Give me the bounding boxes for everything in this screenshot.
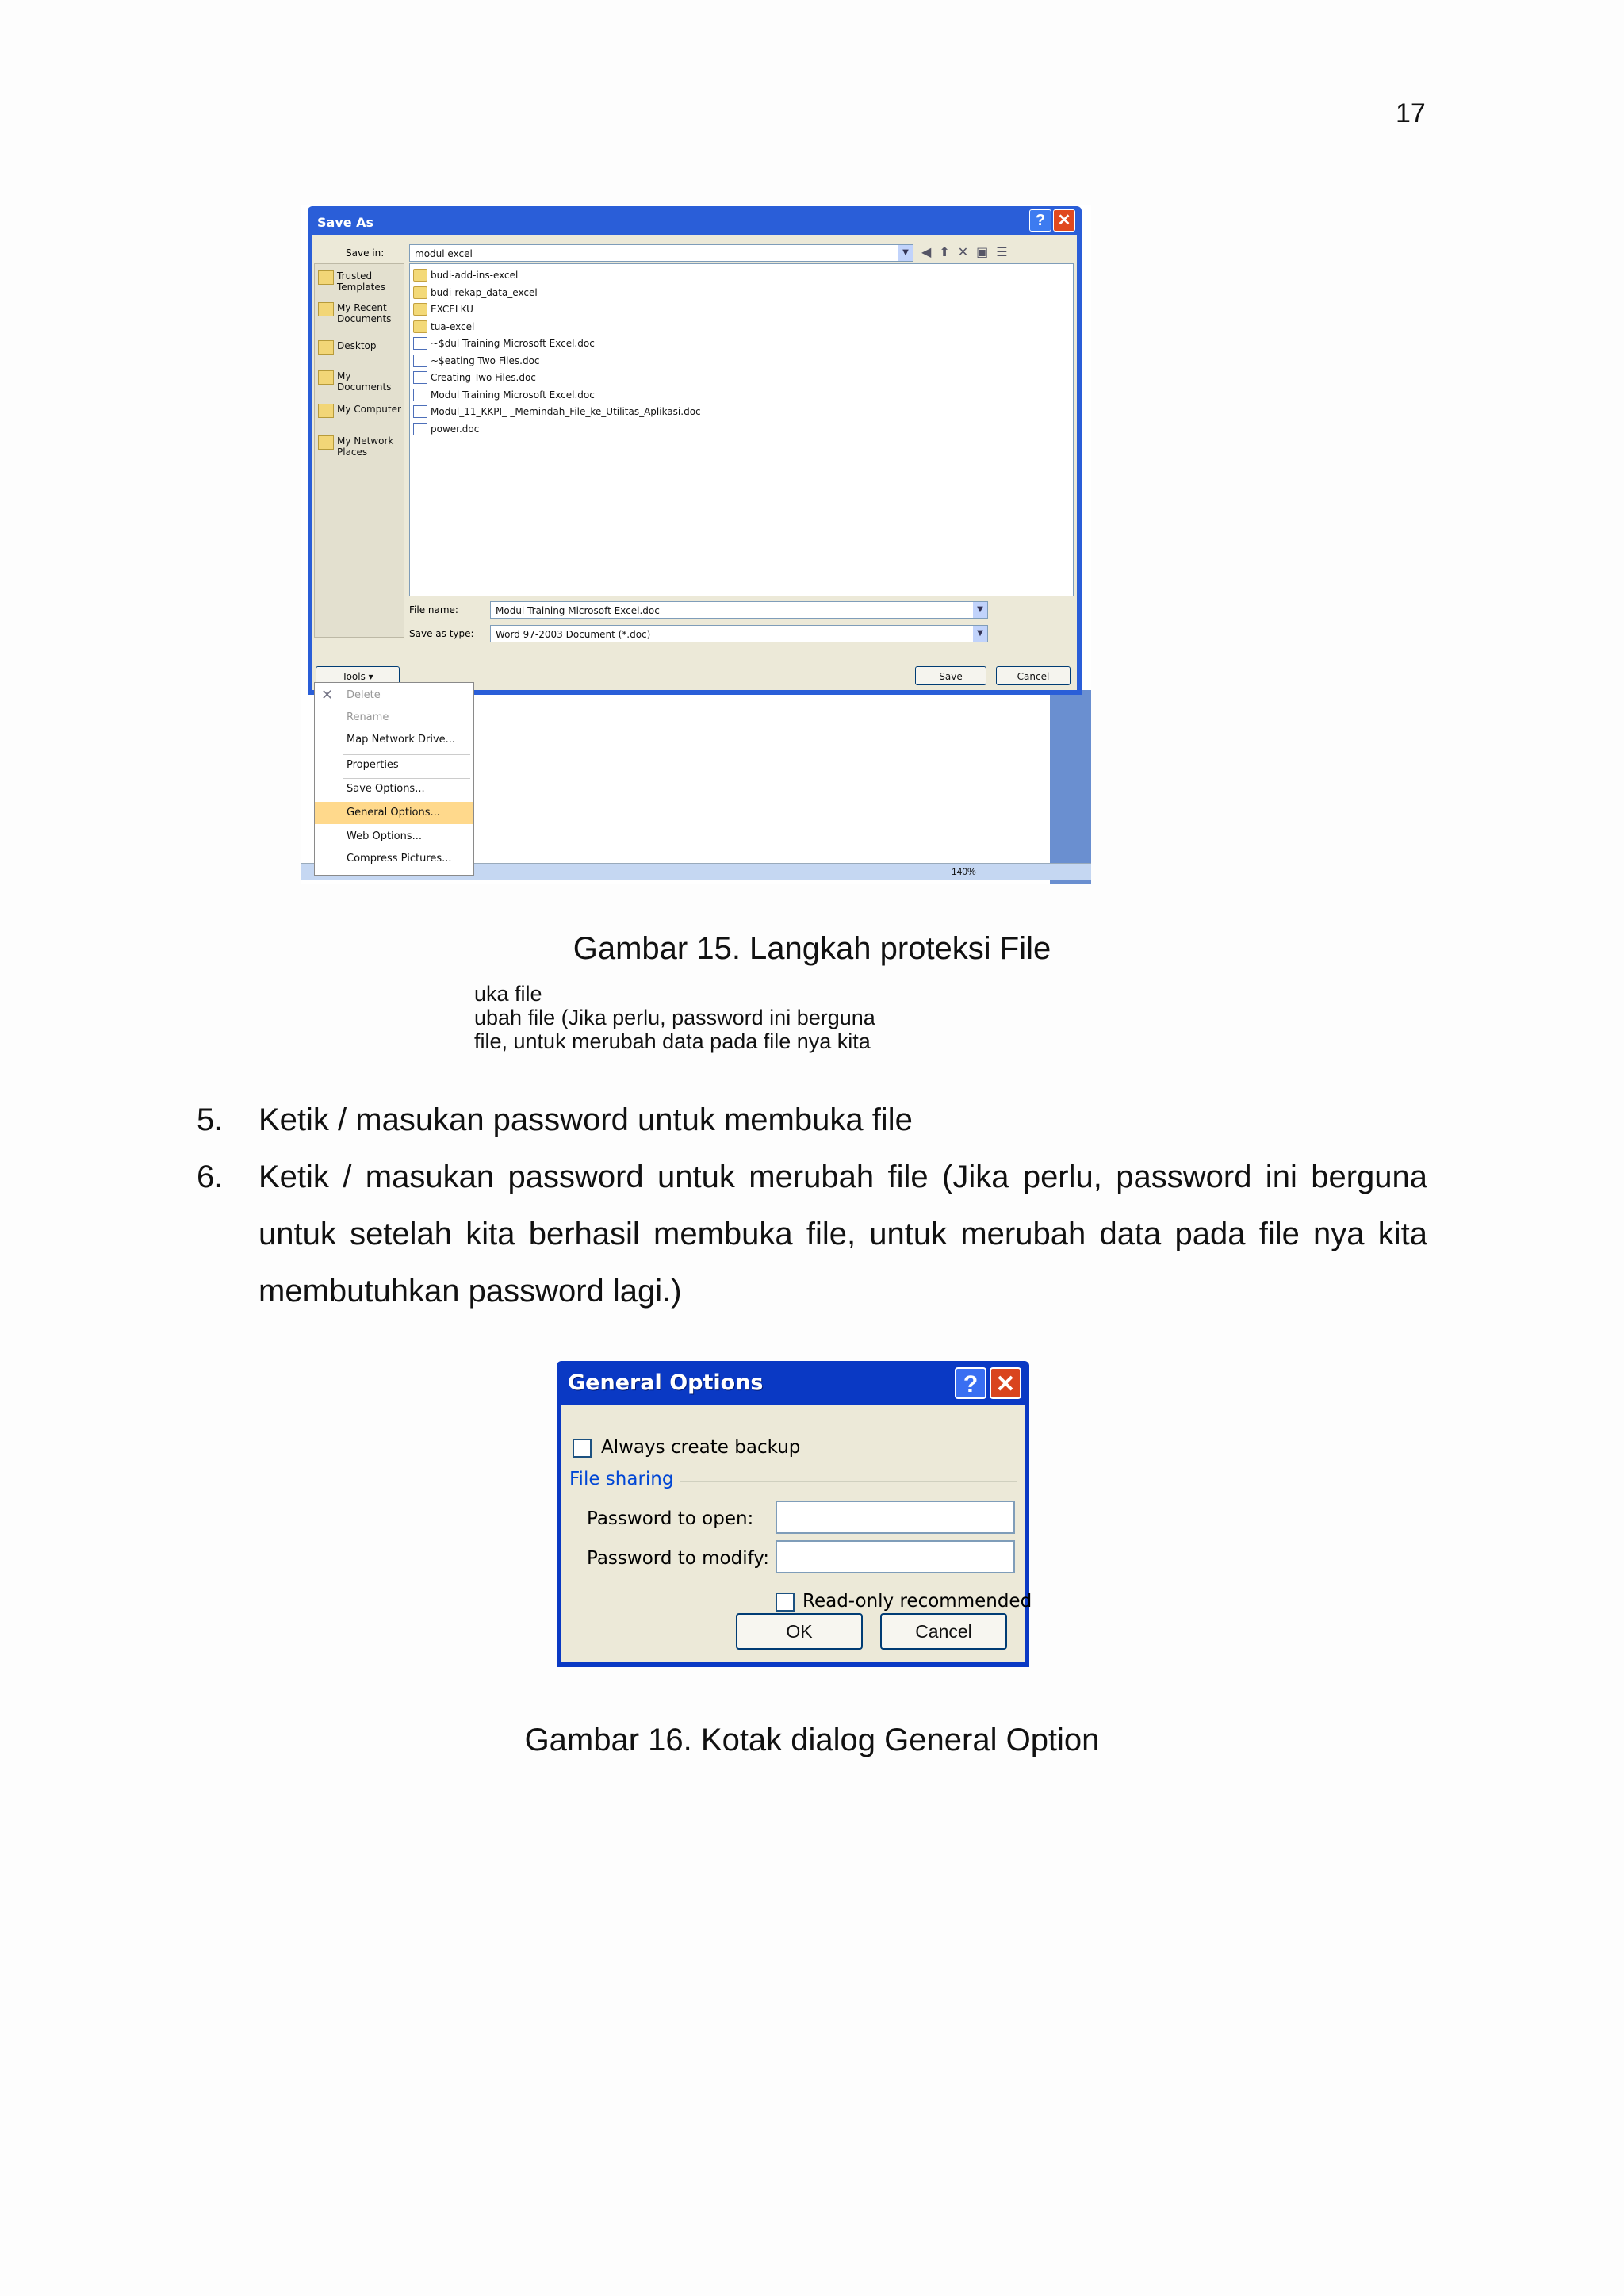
place-label: My Computer xyxy=(337,404,401,415)
save-in-label: Save in: xyxy=(346,247,385,259)
file-list-item[interactable] xyxy=(413,319,474,335)
menu-label: Rename xyxy=(347,711,389,723)
general-options-dialog xyxy=(557,1361,1032,1667)
figure-15-caption: Gambar 15. Langkah proteksi File xyxy=(573,931,1051,966)
file-list-item[interactable] xyxy=(413,335,595,351)
list-number: 5. xyxy=(197,1102,224,1137)
file-name: budi-add-ins-excel xyxy=(431,270,519,281)
menu-item-delete[interactable] xyxy=(315,684,473,707)
file-list-item[interactable] xyxy=(413,301,473,317)
menu-item-properties[interactable] xyxy=(315,754,473,776)
page-number: 17 xyxy=(1396,98,1426,128)
file-name: EXCELKU xyxy=(431,304,473,315)
delete-icon[interactable]: ✕ xyxy=(957,244,977,259)
place-my-computer[interactable] xyxy=(318,404,401,418)
close-button[interactable]: ✕ xyxy=(990,1367,1021,1399)
menu-label: Compress Pictures... xyxy=(347,853,452,864)
folder-icon xyxy=(413,320,427,333)
file-name: Creating Two Files.doc xyxy=(431,372,536,383)
network-icon xyxy=(318,435,334,450)
always-backup-checkbox[interactable] xyxy=(573,1439,592,1458)
views-icon[interactable]: ☰ xyxy=(996,244,1016,259)
save-type-select[interactable] xyxy=(490,625,988,642)
save-type-label: Save as type: xyxy=(409,628,474,639)
back-icon[interactable]: ◀ xyxy=(921,244,940,259)
menu-item-compress-pictures[interactable] xyxy=(315,848,473,870)
place-label: My Recent Documents xyxy=(337,302,392,324)
bg-text-line: ubah file (Jika perlu, password ini berguna xyxy=(474,1006,875,1029)
readonly-checkbox[interactable] xyxy=(776,1593,795,1612)
folder-icon xyxy=(413,303,427,316)
menu-label: Delete xyxy=(347,689,381,701)
menu-item-rename[interactable] xyxy=(315,707,473,729)
save-in-select[interactable] xyxy=(409,244,914,262)
list-item xyxy=(197,1091,1427,1148)
numbered-list xyxy=(197,1091,1427,1320)
doc-icon xyxy=(413,423,427,435)
file-name-value: Modul Training Microsoft Excel.doc xyxy=(496,605,660,616)
menu-label: General Options... xyxy=(347,807,440,818)
save-button[interactable]: Save xyxy=(915,666,986,685)
place-label: My Documents xyxy=(337,370,392,393)
list-number: 6. xyxy=(197,1159,224,1194)
menu-item-save-options[interactable] xyxy=(315,778,473,800)
menu-item-map-network-drive[interactable] xyxy=(315,729,473,751)
save-as-dialog xyxy=(308,206,1082,695)
always-backup-label: Always create backup xyxy=(601,1437,801,1458)
up-folder-icon[interactable]: ⬆ xyxy=(939,244,958,259)
file-name: ~$eating Two Files.doc xyxy=(431,355,540,366)
list-text: Ketik / masukan password untuk merubah file (Jika perlu, password ini berguna untuk setelah kita berhasil membuka file, untuk merubah data pada file nya kita membutuhkan password lagi.) xyxy=(259,1159,1427,1309)
menu-label: Web Options... xyxy=(347,830,423,842)
chevron-down-icon: ▼ xyxy=(973,602,987,618)
chevron-down-icon: ▼ xyxy=(898,245,913,261)
ok-button[interactable]: OK xyxy=(736,1613,863,1650)
bg-text-line: uka file xyxy=(474,982,542,1006)
dialog-title: Save As xyxy=(317,215,374,230)
file-name: Modul_11_KKPI_-_Memindah_File_ke_Utilitas_Aplikasi.doc xyxy=(431,406,701,417)
delete-icon: ✕ xyxy=(321,687,334,703)
file-list-item[interactable] xyxy=(413,421,479,437)
place-label: My Network Places xyxy=(337,435,394,458)
help-button[interactable]: ? xyxy=(955,1367,986,1399)
place-label: Trusted Templates xyxy=(337,270,386,293)
folder-icon xyxy=(413,269,427,282)
file-sharing-section: File sharing xyxy=(569,1469,674,1489)
menu-item-general-options[interactable] xyxy=(315,802,473,824)
place-network-places[interactable] xyxy=(318,435,404,458)
file-list-item[interactable] xyxy=(413,387,595,403)
help-button[interactable]: ? xyxy=(1029,209,1051,232)
file-name-input[interactable] xyxy=(490,601,988,619)
place-my-documents[interactable] xyxy=(318,370,404,393)
file-list-item[interactable] xyxy=(413,353,540,369)
doc-icon xyxy=(413,337,427,350)
file-list[interactable] xyxy=(409,263,1074,596)
toolbar-icons xyxy=(921,244,1016,259)
window-frame-edge xyxy=(1050,690,1091,884)
file-name: budi-rekap_data_excel xyxy=(431,286,538,298)
save-type-value: Word 97-2003 Document (*.doc) xyxy=(496,629,651,640)
file-list-item[interactable] xyxy=(413,370,536,385)
list-text: Ketik / masukan password untuk membuka file xyxy=(259,1102,913,1137)
places-bar xyxy=(314,263,404,638)
doc-icon xyxy=(413,389,427,401)
folder-icon xyxy=(318,370,334,385)
folder-icon xyxy=(413,286,427,299)
recent-icon xyxy=(318,302,334,316)
zoom-level: 140% xyxy=(952,866,976,877)
computer-icon xyxy=(318,404,334,418)
doc-icon xyxy=(413,355,427,367)
file-list-item[interactable] xyxy=(413,285,538,301)
file-list-item[interactable] xyxy=(413,404,701,420)
readonly-label: Read-only recommended xyxy=(802,1591,1032,1612)
place-desktop[interactable] xyxy=(318,340,377,355)
new-folder-icon[interactable]: ▣ xyxy=(976,244,997,259)
place-recent-documents[interactable] xyxy=(318,302,404,324)
tools-label: Tools xyxy=(342,671,366,682)
menu-label: Save Options... xyxy=(347,783,425,795)
tools-button[interactable]: Tools ▾ xyxy=(316,666,400,685)
figure-16-caption: Gambar 16. Kotak dialog General Option xyxy=(524,1723,1100,1757)
menu-label: Properties xyxy=(347,759,399,771)
doc-icon xyxy=(413,405,427,418)
dialog-title: General Options xyxy=(568,1370,764,1395)
close-button[interactable]: ✕ xyxy=(1053,209,1075,232)
menu-item-web-options[interactable] xyxy=(315,826,473,848)
section-divider xyxy=(680,1481,1017,1482)
desktop-icon xyxy=(318,340,334,355)
cancel-button[interactable]: Cancel xyxy=(880,1613,1007,1650)
dialog-body xyxy=(312,235,1077,690)
password-open-label: Password to open: xyxy=(587,1508,754,1529)
file-name: tua-excel xyxy=(431,320,475,332)
file-name: power.doc xyxy=(431,423,480,435)
file-list-item[interactable] xyxy=(413,267,518,283)
save-in-value: modul excel xyxy=(415,248,473,259)
place-label: Desktop xyxy=(337,340,377,351)
password-modify-label: Password to modify: xyxy=(587,1548,769,1569)
bg-text-line: file, untuk merubah data pada file nya kita xyxy=(474,1029,871,1053)
file-name: Modul Training Microsoft Excel.doc xyxy=(431,389,595,401)
folder-icon xyxy=(318,270,334,285)
password-modify-input[interactable] xyxy=(776,1540,1015,1573)
file-name-label: File name: xyxy=(409,604,458,615)
chevron-down-icon: ▼ xyxy=(973,626,987,642)
file-name: ~$dul Training Microsoft Excel.doc xyxy=(431,338,595,349)
list-item xyxy=(197,1148,1427,1320)
tools-menu xyxy=(314,682,474,876)
place-trusted-templates[interactable] xyxy=(318,270,404,293)
menu-label: Map Network Drive... xyxy=(347,734,456,746)
password-open-input[interactable] xyxy=(776,1501,1015,1534)
doc-icon xyxy=(413,371,427,384)
cancel-button[interactable]: Cancel xyxy=(996,666,1071,685)
